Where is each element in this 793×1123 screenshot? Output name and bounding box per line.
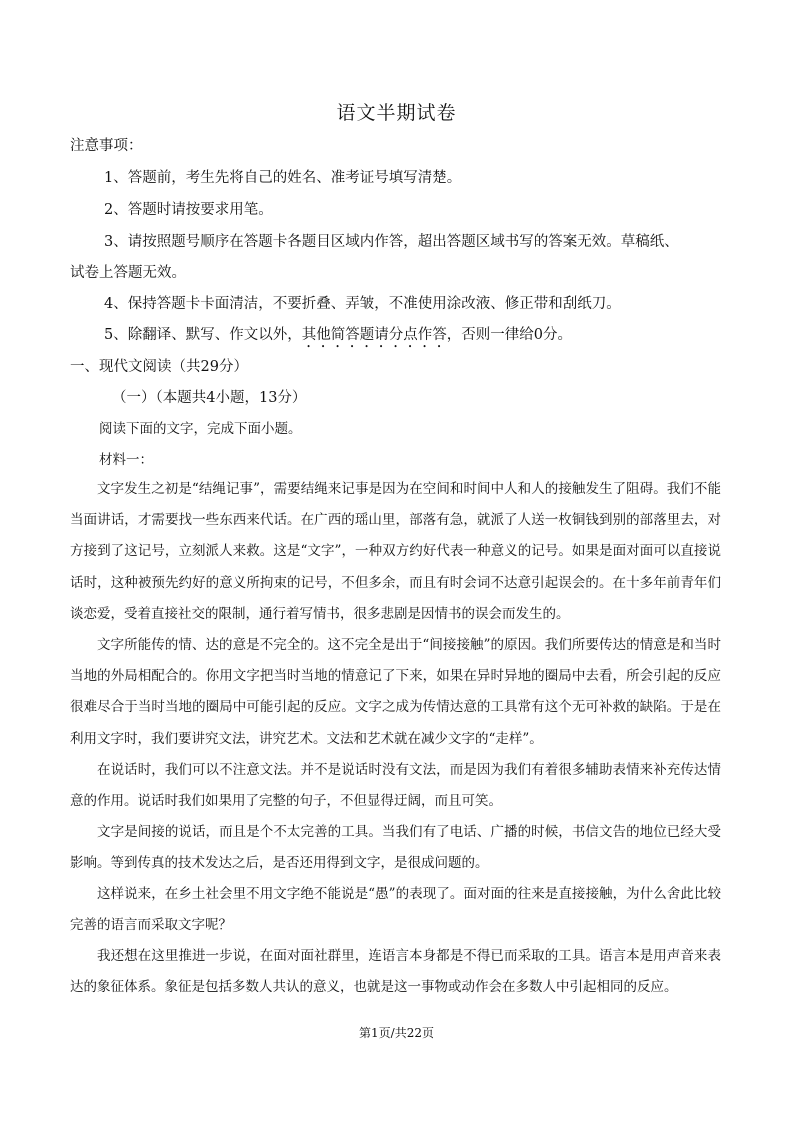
paragraph-3: 在说话时，我们可以不注意文法。并不是说话时没有文法，而是因为我们有着很多辅助表情来补充传达情意的作用。说话时我们如果用了完整的句子，不但显得迂阔，而且可笑。 <box>70 762 721 810</box>
note-item-3-line-2: 试卷上答题无效。 <box>70 265 186 281</box>
note-item-5-after: ，否则一律给0分。 <box>446 327 572 343</box>
paragraph-6: 我还想在这里推进一步说，在面对面社群里，连语言本身都是不得已而采取的工具。语言本是用声音来表达的象征体系。象征是包括多数人共认的意义，也就是这一事物或动作会在多数人中引起相同的反应。 <box>70 948 721 996</box>
paragraph-2: 文字所能传的情、达的意是不完全的。这不完全是出于“间接接触”的原因。我们所要传达的情意是和当时当地的外局相配合的。你用文字把当时当地的情意记了下来，如果在异时异地的圈局中去看，所会引起的反应很难尽合于当时当地的圈局中可能引起的反应。文字之成为传情达意的工具常有这个无可补救的缺陷。于是在利用文字时，我们要讲究文法，讲究艺术。文法和艺术就在减少文字的“走样”。 <box>70 637 721 747</box>
note-item-5 <box>104 323 572 351</box>
note-item-2: 2、答题时请按要求用笔。 <box>104 202 273 218</box>
section-heading: 一、现代文阅读（共29分） <box>70 359 248 375</box>
subsection-heading: （一）（本题共4小题，13分） <box>112 390 307 406</box>
page-footer: 第1页/共22页 <box>359 1026 434 1040</box>
note-item-5-emphasis: 其他简答题请分点作答 <box>301 327 447 343</box>
material-label: 材料一： <box>99 452 153 468</box>
note-item-5-before: 5、除翻译、默写、作文以外， <box>104 327 302 343</box>
paragraph-4: 文字是间接的说话，而且是个不太完善的工具。当我们有了电话、广播的时候，书信文告的地位已经大受影响。等到传真的技术发达之后，是否还用得到文字，是很成问题的。 <box>70 824 721 872</box>
paragraph-5: 这样说来，在乡土社会里不用文字绝不能说是“愚”的表现了。面对面的往来是直接接触，为什么舍此比较完善的语言而采取文字呢？ <box>70 886 721 934</box>
note-item-4: 4、保持答题卡卡面清洁，不要折叠、弄皱，不准使用涂改液、修正带和刮纸刀。 <box>104 296 621 312</box>
note-item-1: 1、答题前，考生先将自己的姓名、准考证号填写清楚。 <box>104 170 462 186</box>
reading-instruction: 阅读下面的文字，完成下面小题。 <box>99 421 302 437</box>
notes-heading: 注意事项： <box>70 138 143 154</box>
note-item-3-line-1: 3、请按照题号顺序在答题卡各题目区域内作答，超出答题区域书写的答案无效。草稿纸、 <box>104 234 679 250</box>
page-title: 语文半期试卷 <box>336 102 457 124</box>
paragraph-1: 文字发生之初是“结绳记事”，需要结绳来记事是因为在空间和时间中人和人的接触发生了阻碍。我们不能当面讲话，才需要找一些东西来代话。在广西的瑶山里，部落有急，就派了人送一枚铜钱到别的部落里去，对方接到了这记号，立刻派人来救。这是“文字”，一种双方约好代表一种意义的记号。如果是面对面可以直接说话时，这种被预先约好的意义所拘束的记号，不但多余，而且有时会词不达意引起误会的。在十多年前青年们谈恋爱，受着直接社交的限制，通行着写情书，很多悲剧是因情书的误会而发生的。 <box>70 481 721 622</box>
